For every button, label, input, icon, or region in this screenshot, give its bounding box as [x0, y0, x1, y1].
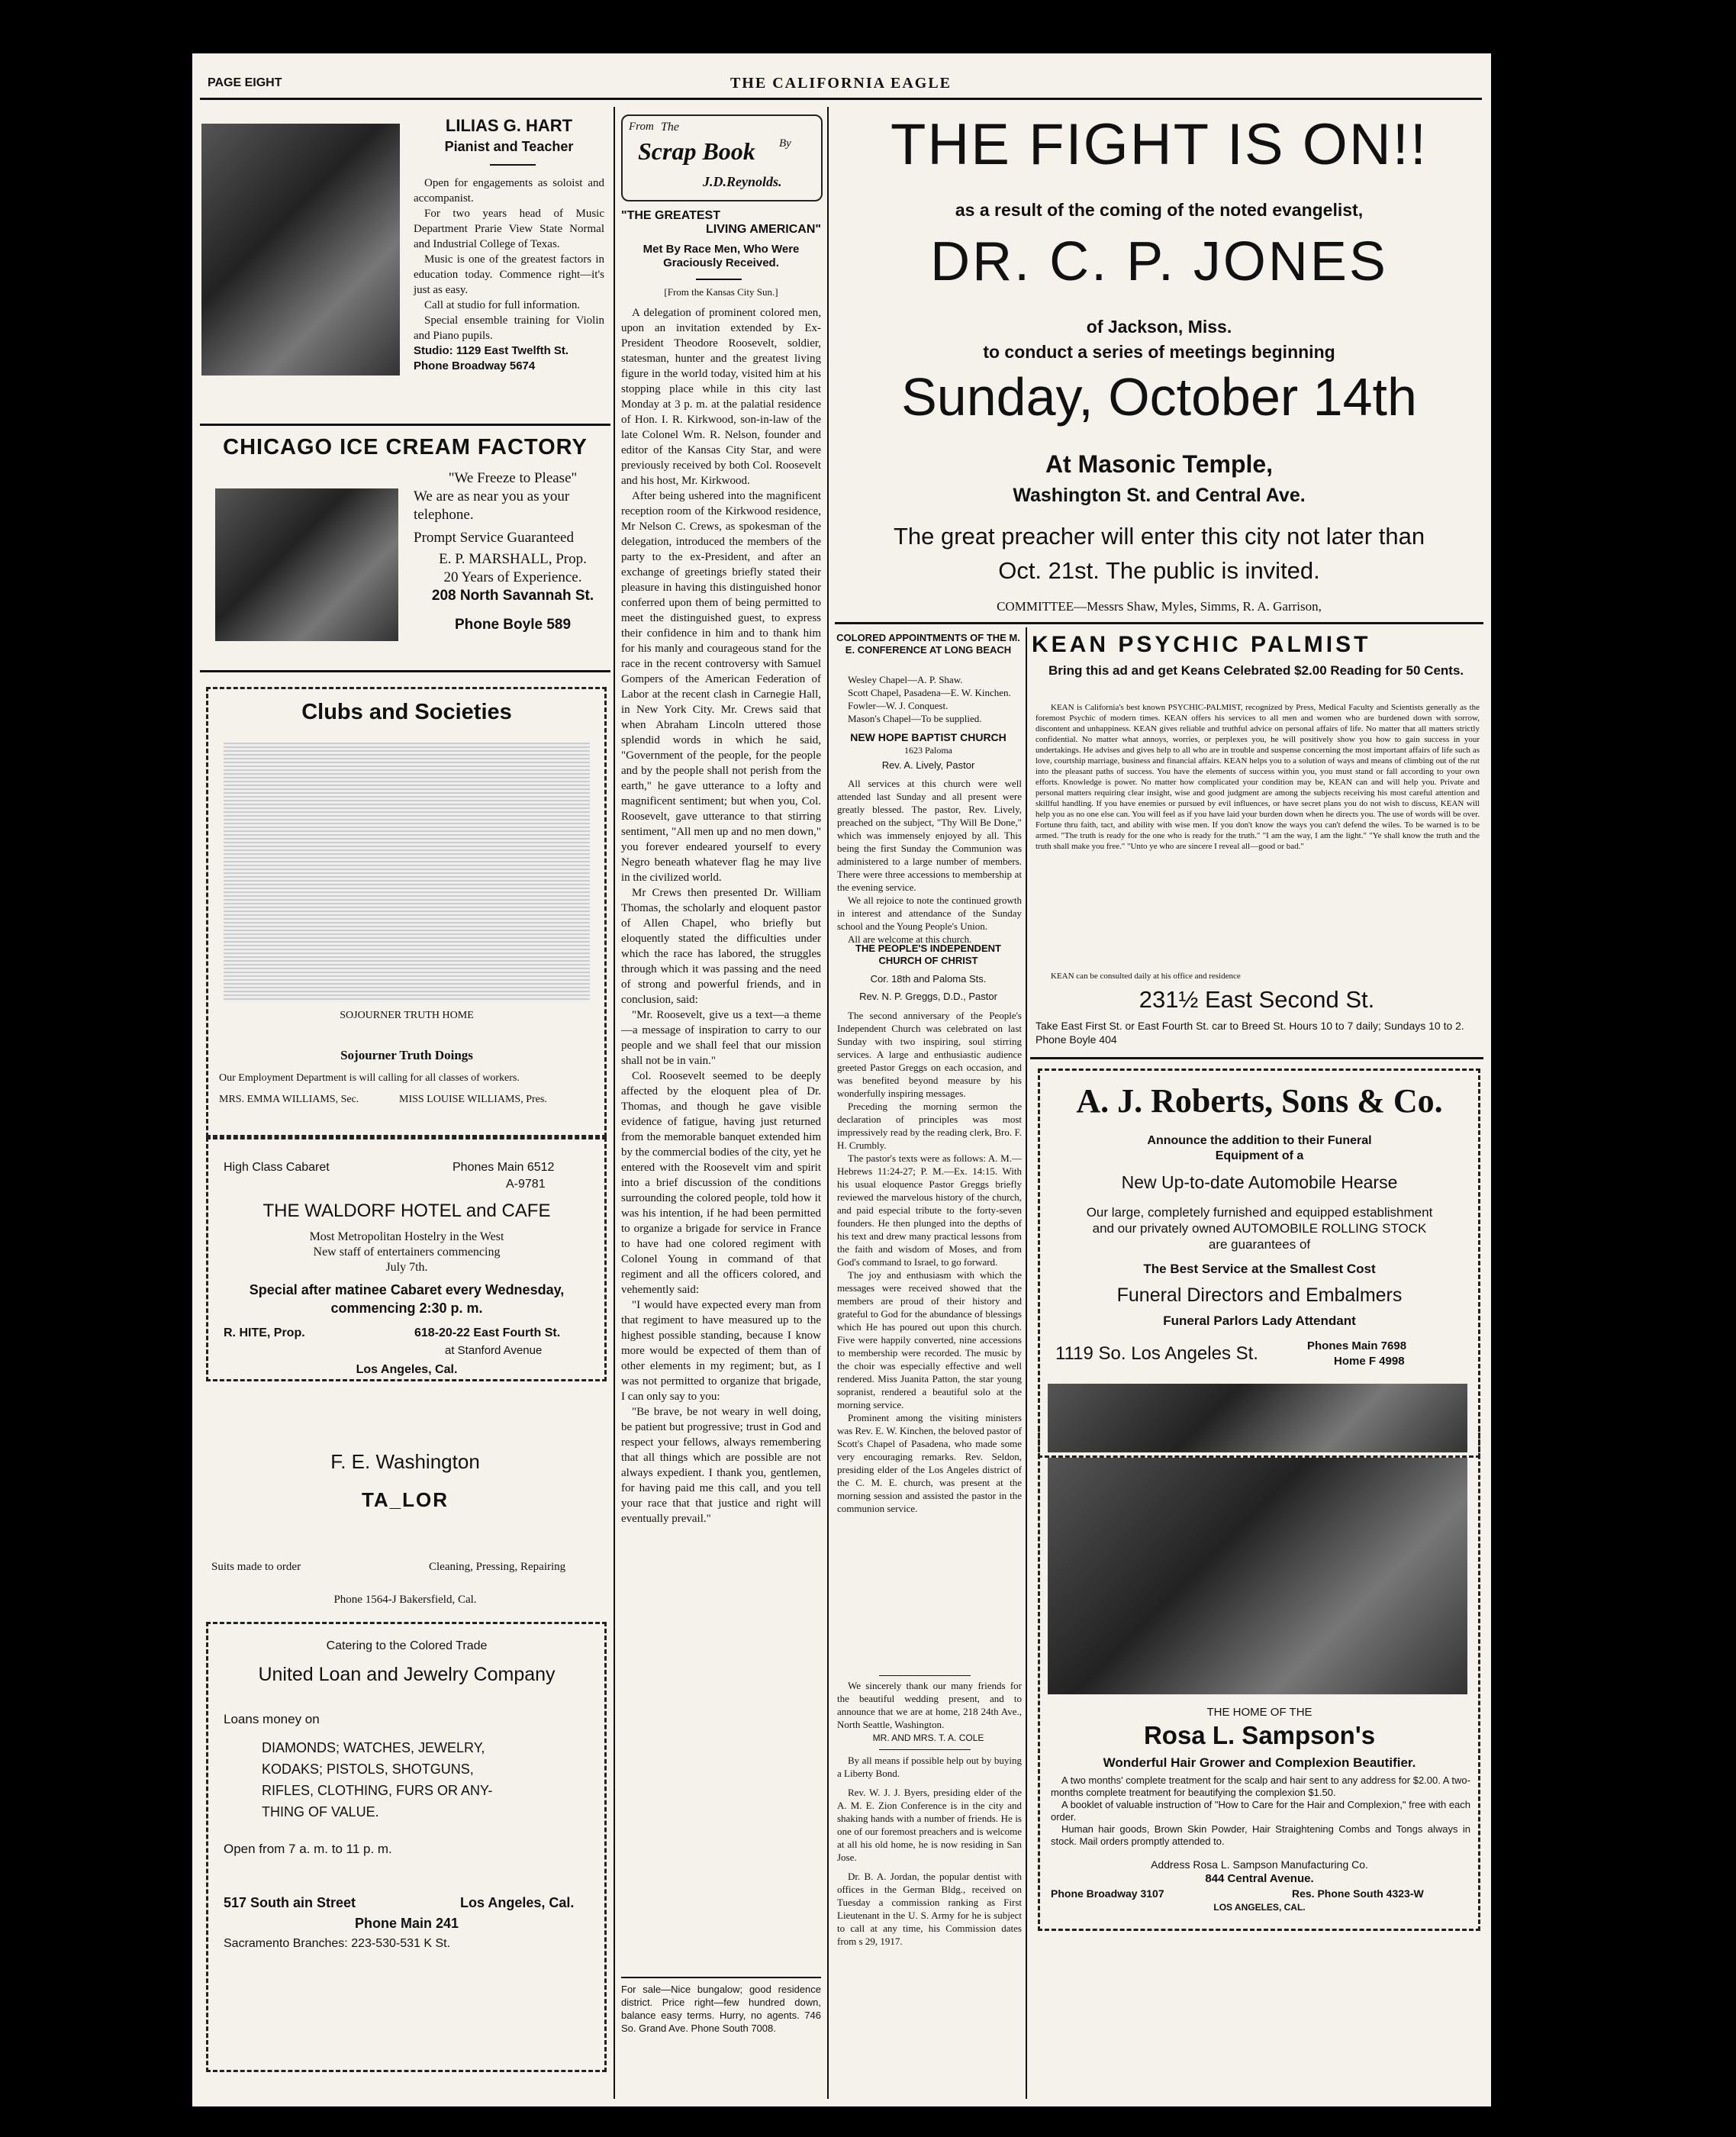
header-rule: [200, 98, 1482, 100]
icecream-text: "We Freeze to Please" We are as near you as your telephone. Prompt Service Guaranteed E. P. MARSHALL, Prop. 20 Years of Experience. 208 North Savannah St. Phone Boyle 589: [414, 470, 594, 633]
fight-date: Sunday, October 14th: [901, 367, 1417, 427]
factory-photo: [215, 488, 398, 641]
waldorf-phones: Phones Main 6512: [453, 1161, 555, 1174]
hart-name: LILIAS G. HART: [445, 116, 573, 135]
parlor-photo: [1048, 1458, 1467, 1694]
clubs-box: [206, 687, 607, 1137]
kean-body: KEAN is California's best known PSYCHIC-PALMIST, recognized by Press, Medical Faculty and Scientists generally as the foremost Psychic of modern times. KEAN offers his services to all men and women who are burdened down with sorrow, discontent and unhappiness. KEAN gives reliable and truthful advice on personal affairs of life. No matter that all matters strictly confidential. No matter what annoys, worries, or perplexes you, he will positively show you how to gain success in your undertakings. He advises and gives help to all who are in trouble and suspense concerning the most important affairs of life such as love, courtship marriage, business and financial affairs. KEAN helps you to a solution of ways and means of climbing out of the rut into the pleasant paths of success. You have the elements of success within you, you must stand or fall according to your own efforts. Knowledge is power. No matter how complicated your condition may be, KEAN can and will help you. Private and personal matters requiring clear insight, wise and good judgment are among the subjects receiving his most careful attention and skillful handling. If you have enemies or pursued by evil influences, or have secret plans you do not wish to discuss, KEAN will help you as no one else can. You will feel as if you have laid your burden down when he directs you. The use of words will be over. Fortune thru faith, tact, and ability with wise men. If you don't know the ways you can't defend the wiles. To be warned is to be armed. "The truth is ready for the one who is ready for the truth." "I am the way, I am the light." "Ye shall know the truth and the truth shall make you free." "Unto ye who are sincere I reveal all—good or bad.": [1035, 703, 1480, 851]
masthead: THE CALIFORNIA EAGLE: [730, 75, 952, 92]
roberts-title: A. J. Roberts, Sons & Co.: [1076, 1082, 1443, 1120]
waldorf-cabaret: High Class Cabaret: [224, 1161, 330, 1174]
clubs-sec: MRS. EMMA WILLIAMS, Sec.: [219, 1094, 359, 1105]
fight-name: DR. C. P. JONES: [930, 231, 1388, 292]
page-number: PAGE EIGHT: [208, 76, 282, 89]
sampson-name: Rosa L. Sampson's: [1143, 1721, 1376, 1749]
portrait-photo: [201, 124, 400, 376]
waldorf-title: THE WALDORF HOTEL and CAFE: [262, 1201, 551, 1221]
kean-title: KEAN PSYCHIC PALMIST: [1032, 632, 1371, 657]
roberts-box: A. J. Roberts, Sons & Co. Announce the addition to their Funeral Equipment of a New Up-to-date Automobile Hearse Our large, completely furnished and equipped establishment and our privately owned AUTOMOBILE ROLLING STOCK are guarantees of The Best Service at the Smallest Cost Funeral Directors and Embalmers Funeral Parlors Lady Attendant 1119 So. Los Angeles St. Phones Main 7698 Home F 4998: [1038, 1068, 1480, 1458]
loan-box: Catering to the Colored Trade United Loan and Jewelry Company Loans money on DIAMONDS; WATCHES, JEWELRY, KODAKS; PISTOLS, SHOTGUNS, RIFLES, CLOTHING, FURS OR ANY- THING OF VALUE. Open from 7 a. m. to 11 p. m. 517 South ain Street Los Angeles, Cal. Phone Main 241 Sacramento Branches: 223-530-531 K St.: [206, 1622, 607, 2072]
sampson-box: THE HOME OF THE Rosa L. Sampson's Wonderful Hair Grower and Complexion Beautifier. A two months' complete treatment for the scalp and hair sent to any address for $2.00. A two-months complete treatment for beautifying the complexion $1.50. A booklet of valuable instruction of "How to Care for the Hair and Complexion," free with each order. Human hair goods, Brown Skin Powder, Hair Straightening Combs and Tongs always in stock. Mail orders promptly attended to. Address Rosa L. Sampson Manufacturing Co. 844 Central Avenue. Phone Broadway 3107 Res. Phone South 4323-W LOS ANGELES, CAL.: [1038, 1427, 1480, 1931]
for-sale: For sale—Nice bungalow; good residence district. Price right—few hundred down, balance easy terms. Hurry, no agents. 746 So. Grand Ave. Phone South 7008.: [621, 1984, 821, 2034]
clubs-pres: MISS LOUISE WILLIAMS, Pres.: [399, 1094, 547, 1105]
scrapbook-sub: Met By Race Men, Who Were Graciously Received.: [643, 243, 800, 269]
hart-title: Pianist and Teacher: [444, 139, 574, 154]
church-article: The second anniversary of the People's Independent Church was celebrated on last Sunday with two inspiring, soul stirring services. A large and enthusiastic audience greeted Pastor Greggs on each occasion, and was benefited beyond measure by his wonderfully inspiring messages. Preceding the morning sermon the declaration of principles was most impressively read by the reading clerk, Bro. F. H. Crumbly. The pastor's texts were as follows: A. M.—Hebrews 11:24-27; P. M.—Ex. 14:15. With his usual eloquence Pastor Greggs briefly reviewed the marvelous history of the church, and paid especial tribute to the forty-seven founders. He then plunged into the depths of his text and drew many practical lessons from the faith and wisdom of Moses, and from God's command to Israel, to go forward. The joy and enthusiasm with which the messages were received showed that the members are proud of their history and grateful to God for the abundance of blessings which He has poured out upon this church. Five were happily converted, nine accessions to membership were recorded. The music by the choir was especially effective and well rendered. Miss Juanita Patton, the star young sopranist, rendered a beautiful solo at the morning service. Prominent among the visiting ministers was Rev. E. W. Kinchen, the beloved pastor of Scott's Chapel of Pasadena, who made some very encouraging remarks. Rev. Seldon, presiding elder of the Los Angeles district of the C. M. E. church, was present at the morning session and assisted the pastor in the communion service.: [837, 1010, 1022, 1514]
tailor-name: F. E. Washington: [330, 1450, 480, 1473]
clubs-line: Our Employment Department is will calling for all classes of workers.: [219, 1072, 520, 1084]
clubs-caption: SOJOURNER TRUTH HOME: [340, 1010, 474, 1021]
kean-address: 231½ East Second St.: [1139, 986, 1375, 1013]
clubs-title: Clubs and Societies: [301, 700, 512, 724]
column-rule: [827, 107, 829, 2099]
scrapbook-logo: From The Scrap Book By J.D.Reynolds.: [621, 114, 823, 201]
newspaper-page: PAGE EIGHT THE CALIFORNIA EAGLE LILIAS G. HART Pianist and Teacher Open for engagements as soloist and accompanist. For two years head of Music Department Prarie View State Normal and Industrial College of Texas. Music is one of the greatest factors in education today. Commence right—it's just as easy. Call at studio for full information. Special ensemble training for Violin and Piano pupils. Studio: 1129 East Twelfth St. Phone Broadway 5674 CHICAGO ICE CREAM FACTORY "We Freeze to Please" We are as near you as your telephone. Prompt Service Guaranteed E. P. MARSHALL, Prop. 20 Years of Experience. 208 North Savannah St. Phone Boyle 589 Clubs and Societies SOJOURNER TRUTH HOME Sojourner Truth Doings Our Employment Department is will calling for all classes of workers. MRS. EMMA WILLIAMS, Sec. MISS LOUISE WILLIAMS, Pres. High Class Cabaret Phones Main 6512 A-9781 THE WALDORF HOTEL and CAFE Most Metropolitan Hostelry in the West New staff of entertainers commencing July 7th. Special after matinee Cabaret every Wednesday, commencing 2:30 p. m. R. HITE, Prop. 618-20-22 East Fourth St. at Stanford Avenue Los Angeles, Cal. F. E. Washington TA_LOR Suits made to order Cleaning, Pressing, Repairing Phone 1564-J Bakersfield, Cal. Catering to the Colored Trade United Loan and Jewelry Company Loans money on DIAMONDS; WATCHES, JEWELRY, KODAKS; PISTOLS, SHOTGUNS, RIFLES, CLOTHING, FURS OR ANY- THING OF VALUE. Open from 7 a. m. to 11 p. m. 517 South ain Street Los Angeles, Cal. Phone Main 241 Sacramento Branches: 223-530-531 K St. From The Scrap Book By J.D.Reynolds. "THE GREATEST LIVING AMERICAN" Met By Race Men, Who Were Graciously Received. [From the Kansas City Sun.] A delegation of prominent colored men, upon an invitation extended by Ex-President Theodore Roosevelt, soldier, statesman, hunter and the greatest living figure in the world today, visited him at his stopping place while in this city last Monday at 3 p. m. at the palatial residence of Hon. I. R. Kirkwood, son-in-law of the late Colonel Wm. R. Nelson, founder and editor of the Kansas City Star, and were previously received by both Col. Roosevelt and his host, Mr. Kirkwood. After being ushered into the magnificent reception room of the Kirkwood residence, Mr Nelson C. Crews, as spokesman of the delegation, introduced the members of the party to the ex-President, and after an exchange of greetings briefly stated their pleasure in having this distinguished honor conferred upon them of being permitted to meet the distinguished guest, to express their confidence in him and to thank him for his manly and courageous stand for the race in the recent controversy with Samuel Gompers of the American Federation of Labor at the recent clash in Carnegie Hall, in New York City. Mr. Crews said that when Abraham Lincoln uttered those splendid words in which he said, "Government of the people, for the people and by the people shall not perish from the earth," he gave utterance to a lofty and magnificent sentiment; but when you, Col. Roosevelt, gave utterance to that stirring sentiment, "All men up and no men down," you forever endeared yourself to every Negro beneath whatever flag he may live in the civilized world. Mr Crews then presented Dr. William Thomas, the scholarly and eloquent pastor of Allen Chapel, who briefly but eloquently stated the difficulties under which the race has labored, the struggles through which it was passing and the need of strong and powerful friends, and in conclusion, said: "Mr. Roosevelt, give us a text—a theme—a message of inspiration to carry to our people and we shall feel that our mission shall not be in vain." Col. Roosevelt seemed to be deeply affected by the eloquent plea of Dr. Thomas, and though he gave visible evidence of fatigue, having just returned from the memorable banquet extended him by the commercial bodies of the city, yet he entered with the Roosevelt vim and spirit into a brief discussion of the conditions surrounding the colored people, told how it was his intention, if he had been permitted to organize a brigade for service in France to have had one colored regiment with Colonel Young in command of that regiment and all the officers colored, and vehemently said: "I would have expected every man from that regiment to have measured up to the highest possible standing, because I know more would be expected of them than of other elements in my regiment; but, as I was not permitted to organize that brigade, I can only say to you: "Be brave, be not weary in well doing, be patient but progressive; trust in God and respect your fellows, always remembering that all things which are possible are not always expedient. I thank you, gentlemen, for having paid me this call, and you tell your race that that justice and right will eventually prevail." For sale—Nice bungalow; good residence district. Price right—few hundred down, balance easy terms. Hurry, no agents. 746 So. Grand Ave. Phone South 7008. THE FIGHT IS ON!! as a result of the coming of the noted evangelist, DR. C. P. JONES of Jackson, Miss. to conduct a series of meetings beginning Sunday, October 14th At Masonic Temple, Washington St. and Central Ave. The great preacher will enter this city not later than Oct. 21st. The public is invited. COMMITTEE—Messrs Shaw, Myles, Simms, R. A. Garrison, COLORED APPOINTMENTS OF THE M. E. CONFERENCE AT LONG BEACH Wesley Chapel—A. P. Shaw. Scott Chapel, Pasadena—E. W. Kinchen. Fowler—W. J. Conquest. Mason's Chapel—To be supplied. NEW HOPE BAPTIST CHURCH 1623 Paloma Rev. A. Lively, Pastor All services at this church were well attended last Sunday and all present were greatly blessed. The pastor, Rev. Lively, preached on the subject, "Thy Will Be Done," which was immensely enjoyed by all. This being the first Sunday the Communion was administered to a large number of members. There were three accessions to membership at the evening service. We all rejoice to note the continued growth in interest and attendance of the Sunday school and the Young People's Union. All are welcome at this church. THE PEOPLE'S INDEPENDENT CHURCH OF CHRIST Cor. 18th and Paloma Sts. Rev. N. P. Greggs, D.D., Pastor The second anniversary of the People's Independent Church was celebrated on last Sunday with two inspiring, soul stirring services. A large and enthusiastic audience greeted Pastor Greggs on each occasion, and was benefited beyond measure by his wonderfully inspiring messages. Preceding the morning sermon the declaration of principles was most impressively read by the reading clerk, Bro. F. H. Crumbly. The pastor's texts were as follows: A. M.—Hebrews 11:24-27; P. M.—Ex. 14:15. With his usual eloquence Pastor Greggs briefly reviewed the marvelous history of the church, and paid especial tribute to the forty-seven founders. He then plunged into the depths of his text and drew many practical lessons from the faith and wisdom of Moses, and from God's command to Israel, to go forward. The joy and enthusiasm with which the messages were received showed that the members are proud of their history and grateful to God for the abundance of blessings which He has poured out upon this church. Five were happily converted, nine accessions to membership were recorded. The music by the choir was especially effective and well rendered. Miss Juanita Patton, the star young sopranist, rendered a beautiful solo at the morning service. Prominent among the visiting ministers was Rev. E. W. Kinchen, the beloved pastor of Scott's Chapel of Pasadena, who made some very encouraging remarks. Rev. Seldon, presiding elder of the Los Angeles district of the C. M. E. church, was present at the morning session and assisted the pastor in the communion service. We sincerely thank our many friends for the beautiful wedding present, and to announce that we are at home, 218 24th Ave., North Seattle, Washington. MR. AND MRS. T. A. COLE By all means if possible help out by buying a Liberty Bond. Rev. W. J. J. Byers, presiding elder of the A. M. E. Zion Conference is in the city and shaking hands with a number of friends. He is one of our foremost preachers and is welcome at all his old home, he is now residing in San Jose. Dr. B. A. Jordan, the popular dentist with offices in the German Bldg., received on Tuesday a commission ranking as First Lieutenant in the U. S. Army for he is subject to call at any time, his Commission dates from s 29, 1917. KEAN PSYCHIC PALMIST Bring this ad and get Keans Celebrated $2.00 Reading for 50 Cents. KEAN is California's best known PSYCHIC-PALMIST, recognized by Press, Medical Faculty and Scientists generally as the foremost Psychic of modern times. KEAN offers his services to all men and women who are burdened down with sorrow, discontent and unhappiness. KEAN gives reliable and truthful advice on personal affairs of life. No matter that all matters strictly confidential. No matter what annoys, worries, or perplexes you, he will positively show you how to gain success in your undertakings. He advises and gives help to all who are in trouble and suspense concerning the most important affairs of life such as love, courtship marriage, business and financial affairs. KEAN helps you to a solution of ways and means of climbing out of the rut into the pleasant paths of success. You have the elements of success within you, you must stand or fall according to your own efforts. Knowledge is power. No matter how complicated your condition may be, KEAN can and will help you. Private and personal matters requiring clear insight, wise and good judgment are among the subjects receiving his most careful attention and skillful handling. If you have enemies or pursued by evil influences, or have secret plans you do not wish to discuss, KEAN will help you as no one else can. You will feel as if you have laid your burden down when he directs you. The use of words will be over. Fortune thru faith, tact, and ability with wise men. If you don't know the ways you can't defend the wiles. To be warned is to be armed. "The truth is ready for the one who is ready for the truth." "I am the way, I am the light." "Ye shall know the truth and the truth shall make you free." "Unto ye who are sincere I reveal all—good or bad." KEAN can be consulted daily at his office and residence 231½ East Second St. Take East First St. or East Fourth St. car to Breed St. Hours 10 to 7 daily; Sundays 10 to 2. Phone Boyle 404 A. J. Roberts, Sons & Co. Announce the addition to their Funeral Equipment of a New Up-to-date Automobile Hearse Our large, completely furnished and equipped establishment and our privately owned AUTOMOBILE ROLLING STOCK are guarantees of The Best Service at the Smallest Cost Funeral Directors and Embalmers Funeral Parlors Lady Attendant 1119 So. Los Angeles St. Phones Main 7698 Home F 4998 THE HOME OF THE Rosa L. Sampson's Wonderful Hair Grower and Complexion Beautifier. A two months' complete treatment for the scalp and hair sent to any address for $2.00. A two-months complete treatment for beautifying the complexion $1.50. A booklet of valuable instruction of "How to Care for the Hair and Complexion," free with each order. Human hair goods, Brown Skin Powder, Hair Straightening Combs and Tongs always in stock. Mail orders promptly attended to. Address Rosa L. Sampson Manufacturing Co. 844 Central Avenue. Phone Broadway 3107 Res. Phone South 4323-W LOS ANGELES, CAL.: [192, 53, 1491, 2106]
church-appointments-title: COLORED APPOINTMENTS OF THE M. E. CONFERENCE AT LONG BEACH: [836, 632, 1020, 656]
loan-title: United Loan and Jewelry Company: [258, 1664, 556, 1685]
waldorf-box: High Class Cabaret Phones Main 6512 A-9781 THE WALDORF HOTEL and CAFE Most Metropolitan Hostelry in the West New staff of entertainers commencing July 7th. Special after matinee Cabaret every Wednesday, commencing 2:30 p. m. R. HITE, Prop. 618-20-22 East Fourth St. at Stanford Avenue Los Angeles, Cal.: [206, 1137, 607, 1381]
sojourner-engraving: [224, 743, 590, 1002]
hart-text: Open for engagements as soloist and accompanist. For two years head of Music Department Prarie View State Normal and Industrial College of Texas. Music is one of the greatest factors in education today. Commence right—it's just as easy. Call at studio for full information. Special ensemble training for Violin and Piano pupils. Studio: 1129 East Twelfth St. Phone Broadway 5674: [414, 177, 604, 372]
column-rule: [614, 107, 615, 2099]
scrapbook-article: A delegation of prominent colored men, upon an invitation extended by Ex-President Theodore Roosevelt, soldier, statesman, hunter and the greatest living figure in the world today, visited him at his stopping place while in this city last Monday at 3 p. m. at the palatial residence of Hon. I. R. Kirkwood, son-in-law of the late Colonel Wm. R. Nelson, founder and editor of the Kansas City Star, and were previously received by both Col. Roosevelt and his host, Mr. Kirkwood. After being ushered into the magnificent reception room of the Kirkwood residence, Mr Nelson C. Crews, as spokesman of the delegation, introduced the members of the party to the ex-President, and after an exchange of greetings briefly stated their pleasure in having this distinguished honor conferred upon them of being permitted to meet the distinguished guest, to express their confidence in him and to thank him for his manly and courageous stand for the race in the recent controversy with Samuel Gompers of the American Federation of Labor at the recent clash in Carnegie Hall, in New York City. Mr. Crews said that when Abraham Lincoln uttered those splendid words in which he said, "Government of the people, for the people and by the people shall not perish from the earth," he gave utterance to a lofty and magnificent sentiment; but when you, Col. Roosevelt, gave utterance to that stirring sentiment, "All men up and no men down," you forever endeared yourself to every Negro beneath whatever flag he may live in the civilized world. Mr Crews then presented Dr. William Thomas, the scholarly and eloquent pastor of Allen Chapel, who briefly but eloquently stated the difficulties under which the race has labored, the struggles through which it was passing and the need of strong and powerful friends, and in conclusion, said: "Mr. Roosevelt, give us a text—a theme—a message of inspiration to carry to our people and we shall feel that our mission shall not be in vain." Col. Roosevelt seemed to be deeply affected by the eloquent plea of Dr. Thomas, and though he gave visible evidence of fatigue, having just returned from the memorable banquet extended him by the commercial bodies of the city, yet he entered with the Roosevelt vim and spirit into a brief discussion of the conditions surrounding the colored people, told how it was his intention, if he had been permitted to organize a brigade for service in France to have had one colored regiment with Colonel Young in command of that regiment and all the officers colored, and vehemently said: "I would have expected every man from that regiment to have measured up to the highest possible standing, because I know more would be expected of them than of other elements in my regiment; but, as I was not permitted to organize that brigade, I can only say to you: "Be brave, be not weary in well doing, be patient but progressive; trust in God and respect your fellows, always remembering that all things which are possible are not always expedient. I thank you, gentlemen, for having paid me this call, and you tell your race that that justice and right will eventually prevail.": [621, 307, 821, 1525]
tailor-title: TA_LOR: [361, 1488, 449, 1511]
icecream-title: CHICAGO ICE CREAM FACTORY: [223, 435, 588, 459]
clubs-sub: Sojourner Truth Doings: [340, 1048, 473, 1062]
fight-title: THE FIGHT IS ON!!: [891, 112, 1428, 177]
